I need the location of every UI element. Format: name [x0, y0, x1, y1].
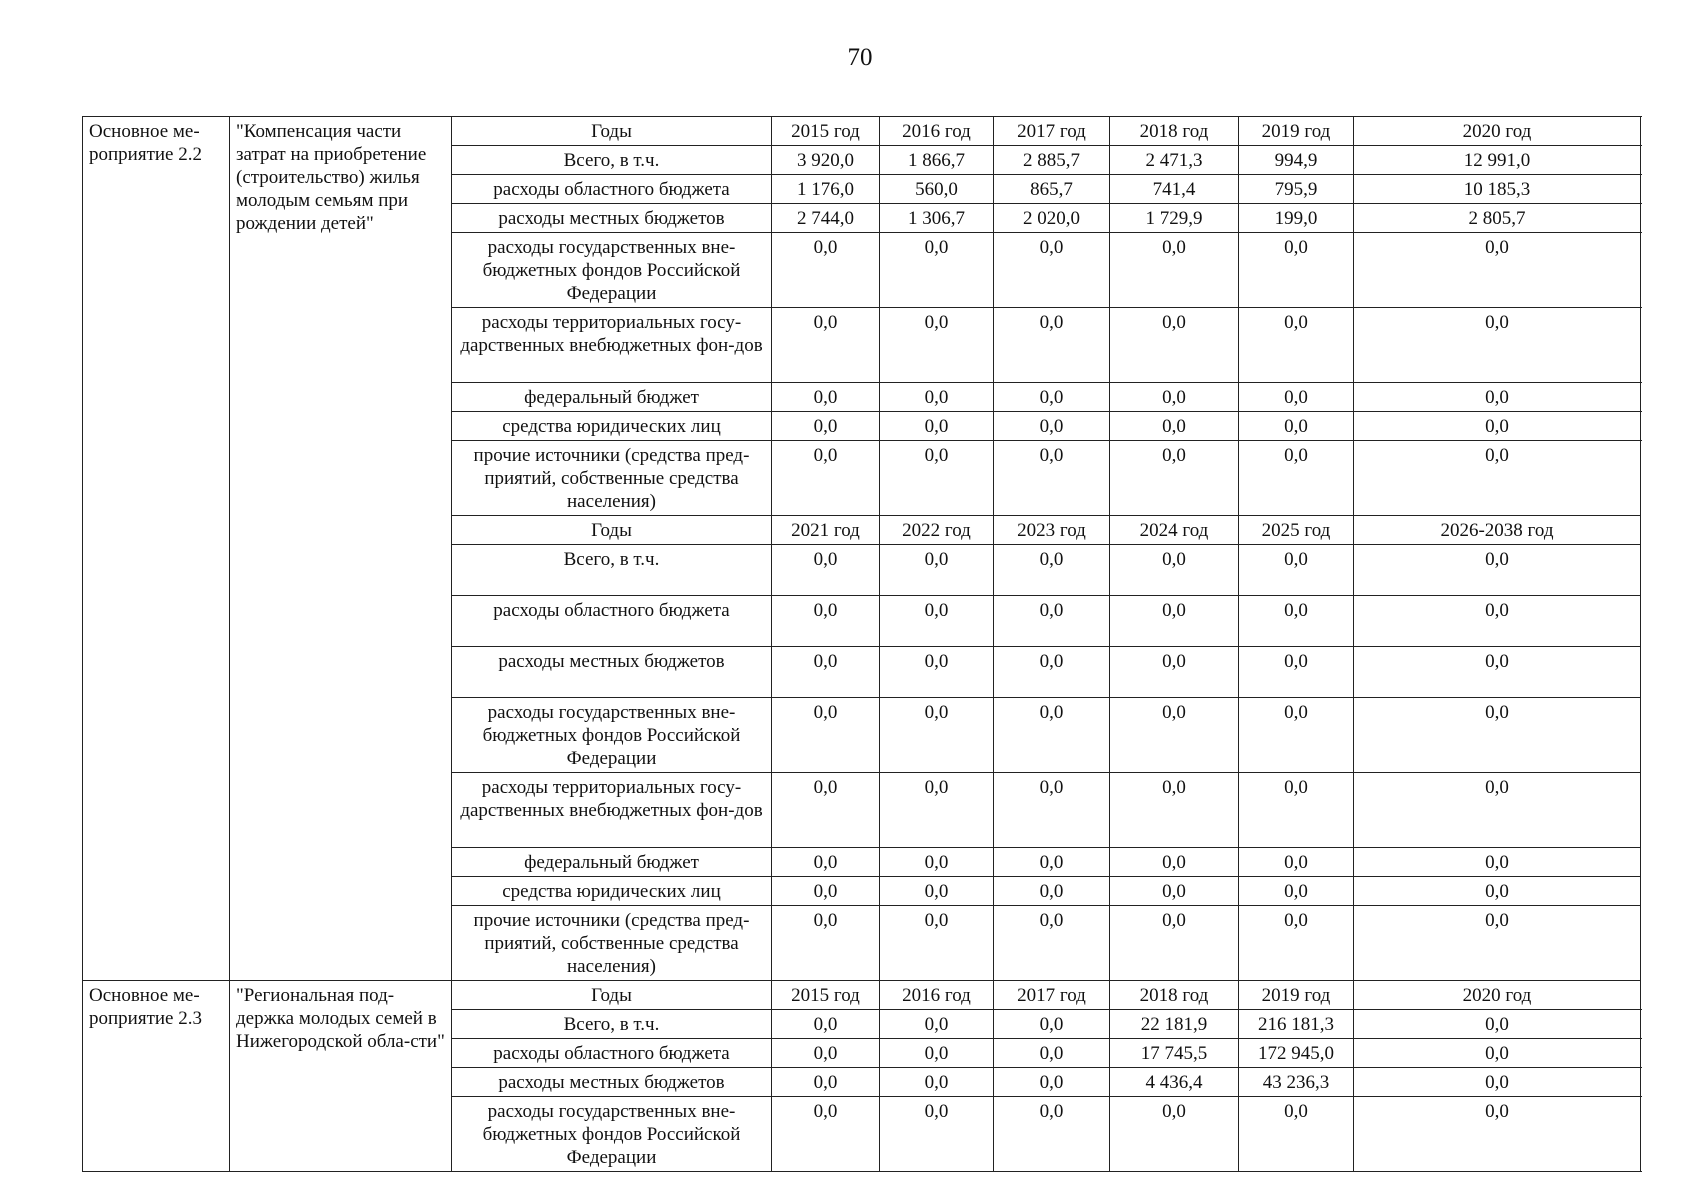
table-header-row — [83, 117, 1641, 146]
value-cell: 0,0 — [994, 383, 1110, 412]
value-cell: 0,0 — [880, 877, 994, 906]
value-cell: 0,0 — [1239, 848, 1354, 877]
value-cell: 0,0 — [1110, 233, 1239, 308]
value-cell: 0,0 — [880, 773, 994, 848]
value-cell: 2 471,3 — [1110, 146, 1239, 175]
value-cell: 865,7 — [994, 175, 1110, 204]
value-cell: 0,0 — [880, 596, 994, 647]
value-cell: 0,0 — [1354, 906, 1641, 981]
value-cell: 0,0 — [994, 877, 1110, 906]
value-cell: 12 991,0 — [1354, 146, 1641, 175]
value-cell: 0,0 — [994, 1010, 1110, 1039]
header-cell: 2016 год — [880, 117, 994, 146]
value-cell: 22 181,9 — [1110, 1010, 1239, 1039]
header-cell: 2016 год — [880, 981, 994, 1010]
value-cell: 43 236,3 — [1239, 1068, 1354, 1097]
value-cell: 0,0 — [772, 647, 880, 698]
value-cell: 0,0 — [1110, 698, 1239, 773]
header-cell: 2019 год — [1239, 117, 1354, 146]
value-cell: 1 866,7 — [880, 146, 994, 175]
value-cell: 0,0 — [1354, 1097, 1641, 1172]
value-cell: 0,0 — [1239, 545, 1354, 596]
value-cell: 0,0 — [1239, 647, 1354, 698]
row-label: федеральный бюджет — [452, 848, 772, 877]
row-label: прочие источники (средства пред-приятий, собственные средства населения) — [452, 441, 772, 516]
event-cell: Основное ме-роприятие 2.3 — [83, 981, 230, 1172]
value-cell: 0,0 — [1110, 848, 1239, 877]
value-cell: 0,0 — [772, 773, 880, 848]
value-cell: 0,0 — [1354, 698, 1641, 773]
value-cell: 0,0 — [1354, 1068, 1641, 1097]
header-cell: 2022 год — [880, 516, 994, 545]
value-cell: 0,0 — [1239, 906, 1354, 981]
value-cell: 10 185,3 — [1354, 175, 1641, 204]
value-cell: 0,0 — [1354, 1039, 1641, 1068]
event-cell: Основное ме-роприятие 2.2 — [83, 117, 230, 981]
value-cell: 0,0 — [1110, 1097, 1239, 1172]
value-cell: 0,0 — [994, 698, 1110, 773]
value-cell: 216 181,3 — [1239, 1010, 1354, 1039]
value-cell: 0,0 — [1239, 412, 1354, 441]
row-label: Всего, в т.ч. — [452, 545, 772, 596]
value-cell: 0,0 — [994, 1097, 1110, 1172]
row-label: прочие источники (средства пред-приятий, собственные средства населения) — [452, 906, 772, 981]
value-cell: 1 176,0 — [772, 175, 880, 204]
value-cell: 741,4 — [1110, 175, 1239, 204]
value-cell: 0,0 — [772, 308, 880, 383]
value-cell: 0,0 — [994, 647, 1110, 698]
row-label: Всего, в т.ч. — [452, 1010, 772, 1039]
value-cell: 0,0 — [772, 1039, 880, 1068]
row-label: Всего, в т.ч. — [452, 146, 772, 175]
value-cell: 0,0 — [772, 877, 880, 906]
header-cell: 2019 год — [1239, 981, 1354, 1010]
header-cell: 2015 год — [772, 117, 880, 146]
value-cell: 0,0 — [880, 441, 994, 516]
row-label: расходы областного бюджета — [452, 596, 772, 647]
value-cell: 0,0 — [1110, 906, 1239, 981]
value-cell: 0,0 — [1354, 545, 1641, 596]
table-header-row — [83, 981, 1641, 1010]
header-cell: Годы — [452, 981, 772, 1010]
value-cell: 0,0 — [772, 545, 880, 596]
value-cell: 0,0 — [1354, 647, 1641, 698]
value-cell: 0,0 — [1354, 412, 1641, 441]
value-cell: 0,0 — [994, 906, 1110, 981]
event-name-cell: "Региональная под-держка молодых семей в Нижегородской обла-сти" — [230, 981, 452, 1172]
value-cell: 0,0 — [1239, 877, 1354, 906]
value-cell: 0,0 — [1354, 773, 1641, 848]
value-cell: 0,0 — [994, 441, 1110, 516]
value-cell: 0,0 — [772, 848, 880, 877]
header-cell: 2026-2038 год — [1354, 516, 1641, 545]
value-cell: 0,0 — [772, 1068, 880, 1097]
value-cell: 0,0 — [880, 1010, 994, 1039]
budget-table — [82, 116, 1641, 1172]
value-cell: 0,0 — [1239, 233, 1354, 308]
value-cell: 0,0 — [880, 233, 994, 308]
header-cell: 2018 год — [1110, 981, 1239, 1010]
value-cell: 199,0 — [1239, 204, 1354, 233]
value-cell: 0,0 — [880, 412, 994, 441]
row-label: расходы местных бюджетов — [452, 647, 772, 698]
value-cell: 0,0 — [994, 773, 1110, 848]
value-cell: 0,0 — [1354, 308, 1641, 383]
value-cell: 0,0 — [880, 545, 994, 596]
value-cell: 0,0 — [880, 1039, 994, 1068]
value-cell: 0,0 — [880, 308, 994, 383]
value-cell: 1 729,9 — [1110, 204, 1239, 233]
value-cell: 2 805,7 — [1354, 204, 1641, 233]
value-cell: 0,0 — [880, 698, 994, 773]
value-cell: 0,0 — [994, 412, 1110, 441]
value-cell: 0,0 — [1110, 773, 1239, 848]
value-cell: 0,0 — [1354, 596, 1641, 647]
row-label: расходы областного бюджета — [452, 1039, 772, 1068]
header-cell: Годы — [452, 516, 772, 545]
header-cell: 2017 год — [994, 117, 1110, 146]
value-cell: 0,0 — [994, 308, 1110, 383]
value-cell: 0,0 — [1354, 383, 1641, 412]
value-cell: 0,0 — [1239, 383, 1354, 412]
value-cell: 994,9 — [1239, 146, 1354, 175]
value-cell: 0,0 — [1239, 773, 1354, 848]
value-cell: 0,0 — [1110, 596, 1239, 647]
value-cell: 0,0 — [1354, 848, 1641, 877]
value-cell: 2 885,7 — [994, 146, 1110, 175]
header-cell: 2020 год — [1354, 981, 1641, 1010]
row-label: расходы местных бюджетов — [452, 204, 772, 233]
value-cell: 3 920,0 — [772, 146, 880, 175]
value-cell: 0,0 — [772, 412, 880, 441]
value-cell: 0,0 — [880, 1097, 994, 1172]
header-cell: 2021 год — [772, 516, 880, 545]
value-cell: 0,0 — [994, 1039, 1110, 1068]
value-cell: 0,0 — [772, 383, 880, 412]
header-cell: 2015 год — [772, 981, 880, 1010]
value-cell: 560,0 — [880, 175, 994, 204]
value-cell: 0,0 — [994, 545, 1110, 596]
value-cell: 0,0 — [880, 383, 994, 412]
value-cell: 0,0 — [1110, 441, 1239, 516]
value-cell: 0,0 — [1110, 412, 1239, 441]
header-cell: 2020 год — [1354, 117, 1641, 146]
row-label: расходы государственных вне-бюджетных фондов Российской Федерации — [452, 233, 772, 308]
row-label: расходы государственных вне-бюджетных фондов Российской Федерации — [452, 698, 772, 773]
value-cell: 0,0 — [772, 233, 880, 308]
row-label: средства юридических лиц — [452, 412, 772, 441]
value-cell: 0,0 — [880, 647, 994, 698]
header-cell: 2024 год — [1110, 516, 1239, 545]
row-label: средства юридических лиц — [452, 877, 772, 906]
value-cell: 0,0 — [880, 848, 994, 877]
value-cell: 0,0 — [772, 698, 880, 773]
value-cell: 17 745,5 — [1110, 1039, 1239, 1068]
value-cell: 0,0 — [1239, 308, 1354, 383]
header-cell: 2023 год — [994, 516, 1110, 545]
value-cell: 0,0 — [1239, 698, 1354, 773]
value-cell: 0,0 — [1110, 545, 1239, 596]
value-cell: 0,0 — [1354, 1010, 1641, 1039]
value-cell: 0,0 — [1239, 441, 1354, 516]
header-cell: 2017 год — [994, 981, 1110, 1010]
value-cell: 0,0 — [1354, 441, 1641, 516]
value-cell: 0,0 — [994, 1068, 1110, 1097]
row-label: федеральный бюджет — [452, 383, 772, 412]
header-cell: Годы — [452, 117, 772, 146]
value-cell: 2 020,0 — [994, 204, 1110, 233]
value-cell: 0,0 — [994, 233, 1110, 308]
value-cell: 0,0 — [1110, 647, 1239, 698]
value-cell: 0,0 — [1110, 383, 1239, 412]
page-number: 70 — [847, 44, 873, 71]
value-cell: 4 436,4 — [1110, 1068, 1239, 1097]
value-cell: 0,0 — [772, 1010, 880, 1039]
header-cell: 2025 год — [1239, 516, 1354, 545]
value-cell: 0,0 — [994, 596, 1110, 647]
event-name-cell: "Компенсация части затрат на приобретение (строительство) жилья молодым семьям при рождении детей" — [230, 117, 452, 981]
value-cell: 2 744,0 — [772, 204, 880, 233]
header-cell: 2018 год — [1110, 117, 1239, 146]
value-cell: 0,0 — [772, 441, 880, 516]
value-cell: 1 306,7 — [880, 204, 994, 233]
value-cell: 172 945,0 — [1239, 1039, 1354, 1068]
value-cell: 0,0 — [772, 1097, 880, 1172]
value-cell: 0,0 — [1110, 877, 1239, 906]
value-cell: 0,0 — [880, 1068, 994, 1097]
value-cell: 0,0 — [994, 848, 1110, 877]
row-label: расходы местных бюджетов — [452, 1068, 772, 1097]
value-cell: 0,0 — [1110, 308, 1239, 383]
value-cell: 0,0 — [1239, 596, 1354, 647]
row-label: расходы территориальных госу-дарственных внебюджетных фон-дов — [452, 308, 772, 383]
value-cell: 0,0 — [1239, 1097, 1354, 1172]
value-cell: 0,0 — [1354, 233, 1641, 308]
row-label: расходы территориальных госу-дарственных внебюджетных фон-дов — [452, 773, 772, 848]
value-cell: 0,0 — [772, 906, 880, 981]
value-cell: 795,9 — [1239, 175, 1354, 204]
row-label: расходы государственных вне-бюджетных фондов Российской Федерации — [452, 1097, 772, 1172]
row-label: расходы областного бюджета — [452, 175, 772, 204]
value-cell: 0,0 — [1354, 877, 1641, 906]
value-cell: 0,0 — [880, 906, 994, 981]
value-cell: 0,0 — [772, 596, 880, 647]
